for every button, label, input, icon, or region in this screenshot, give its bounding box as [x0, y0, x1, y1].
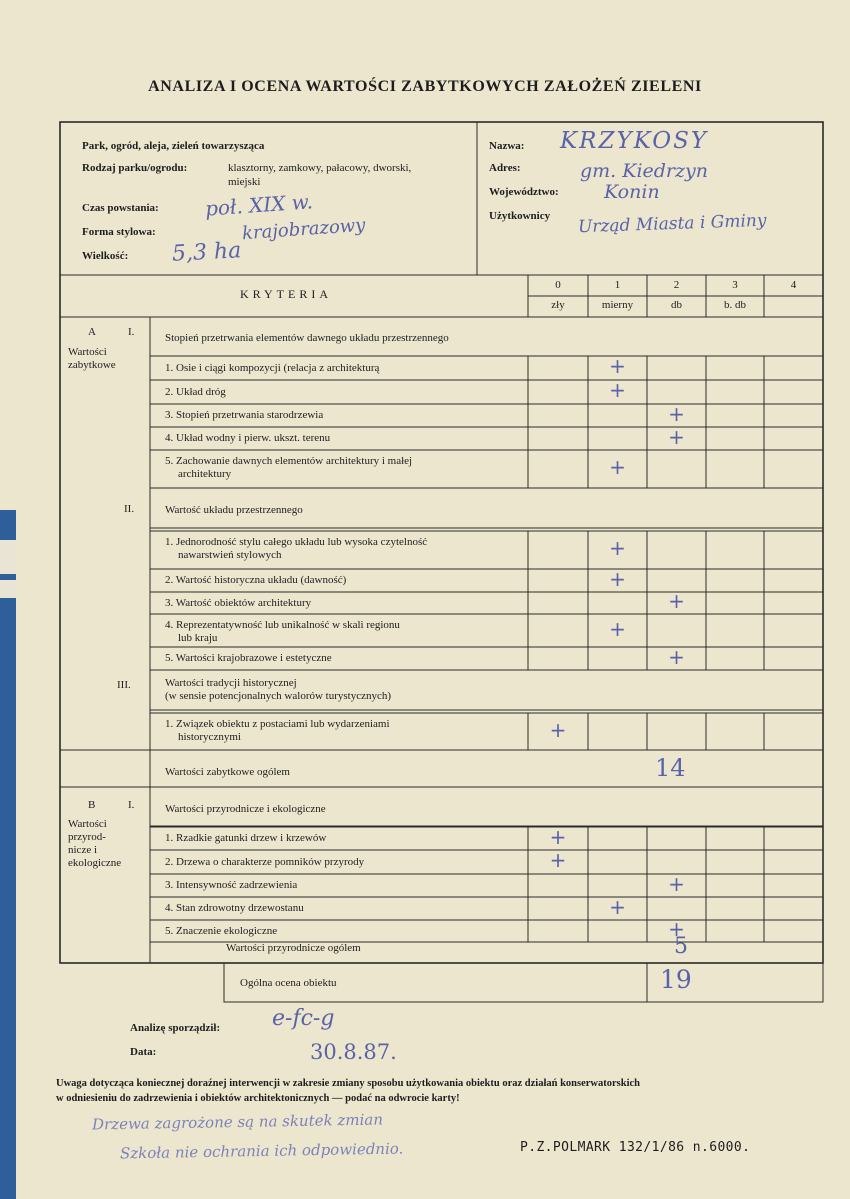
overall-label: Ogólna ocena obiektu	[240, 977, 337, 989]
note-line-2: w odniesieniu do zadrzewienia i obiektów architektonicznych — podać na odwrocie karty!	[56, 1093, 460, 1104]
overall-value: 19	[660, 965, 692, 994]
score-mark: +	[609, 378, 626, 402]
score-mark: +	[609, 894, 626, 919]
rodzaj-options-cont: miejski	[228, 176, 261, 188]
score-mark: +	[549, 848, 567, 872]
section-a-group-3-roman: III.	[117, 679, 131, 691]
note-prefix: Uwaga	[56, 1078, 87, 1089]
criterion-label: 1. Jednorodność stylu całego układu lub wysoka czytelność	[165, 536, 428, 548]
score-mark: +	[668, 644, 685, 669]
score-mark: +	[549, 717, 567, 742]
score-header-0: 0	[555, 279, 561, 291]
criterion-label: 3. Wartość obiektów architektury	[165, 596, 312, 609]
uzytkownicy-label: Użytkownicy	[489, 210, 551, 222]
criterion-label: 4. Stan zdrowotny drzewostanu	[165, 902, 304, 914]
adres-label: Adres:	[489, 162, 521, 174]
criterion-label: 5. Zachowanie dawnych elementów architektury i małej	[165, 455, 413, 467]
section-a-total-label: Wartości zabytkowe ogólem	[165, 766, 290, 778]
section-b-name: Wartości	[68, 818, 107, 830]
criterion-label: 4. Układ wodny i pierw. ukszt. terenu	[165, 432, 331, 444]
group-1-title: Stopień przetrwania elementów dawnego układu przestrzennego	[165, 332, 449, 344]
criterion-label-cont: nawarstwień stylowych	[178, 549, 282, 561]
data-value: 30.8.87.	[310, 1040, 397, 1064]
criterion-label-cont: historycznymi	[178, 731, 241, 743]
czas-label: Czas powstania:	[82, 202, 159, 214]
wojewodztwo-value: Konin	[604, 181, 660, 203]
analize-label: Analizę sporządził:	[130, 1022, 221, 1034]
score-mark: +	[609, 566, 626, 591]
rodzaj-label: Rodzaj parku/ogrodu:	[82, 162, 188, 174]
nazwa-label: Nazwa:	[489, 140, 525, 152]
note-line-1	[56, 1077, 640, 1090]
score-header-3: 3	[732, 279, 738, 291]
criterion-label: 1. Osie i ciągi kompozycji (relacja z architekturą	[165, 361, 380, 374]
grade-header-1: mierny	[601, 299, 634, 311]
score-mark: +	[549, 824, 567, 849]
group-3-title-cont: (w sensie potencjonalnych walorów turystycznych)	[165, 690, 392, 702]
czas-value: poł. XIX w.	[204, 189, 314, 221]
score-header-2: 2	[673, 279, 680, 291]
wielkosc-value: 5,3 ha	[171, 238, 242, 267]
uzytkownicy-value: Urząd Miasta i Gminy	[577, 210, 767, 238]
grade-header-2: db	[671, 299, 682, 311]
section-a-name: Wartości	[68, 346, 107, 358]
score-mark: +	[609, 455, 626, 479]
handwritten-note-1: Drzewa zagrożone są na skutek zmian	[91, 1110, 384, 1134]
group-2-title: Wartość układu przestrzennego	[165, 504, 303, 516]
analize-signature: e-fc-g	[272, 1006, 335, 1031]
criterion-label: 1. Związek obiektu z postaciami lub wydarzeniami	[165, 718, 390, 730]
forma-label: Forma stylowa:	[82, 226, 156, 238]
rodzaj-options: klasztorny, zamkowy, pałacowy, dworski,	[228, 162, 412, 174]
score-mark: +	[668, 589, 685, 613]
section-b-group-title: Wartości przyrodnicze i ekologiczne	[165, 803, 326, 815]
score-mark: +	[668, 424, 685, 449]
criterion-label-cont: architektury	[178, 468, 232, 480]
section-b-name-3: nicze i	[68, 844, 98, 856]
section-a-group-2-roman: II.	[124, 503, 135, 515]
section-a-name-cont: zabytkowe	[68, 359, 116, 371]
section-b-roman: I.	[128, 799, 135, 811]
criterion-label: 2. Układ dróg	[165, 385, 226, 398]
section-b-name-4: ekologiczne	[68, 857, 122, 869]
group-3-title: Wartości tradycji historycznej	[165, 677, 297, 689]
note-line-1-rest: dotycząca koniecznej doraźnej interwencji w zakresie zmiany sposobu użytkowania obiektu oraz działań konserwatorskich	[86, 1078, 640, 1089]
criterion-label-cont: lub kraju	[178, 632, 218, 644]
data-label: Data:	[130, 1046, 157, 1058]
section-a-letter: A	[88, 326, 96, 338]
wielkosc-label: Wielkość:	[82, 250, 129, 262]
section-b-total-value: 5	[674, 934, 688, 959]
kryteria-label: KRYTERIA	[240, 287, 332, 301]
nazwa-value: KRZYKOSY	[560, 128, 709, 154]
score-header-1: 1	[614, 279, 621, 291]
criterion-label: 4. Reprezentatywność lub unikalność w skali regionu	[165, 619, 400, 631]
wojewodztwo-label: Województwo:	[489, 186, 559, 198]
park-label: Park, ogród, aleja, zieleń towarzysząca	[82, 140, 265, 152]
criterion-label: 3. Intensywność zadrzewienia	[165, 879, 298, 891]
criterion-label: 5. Znaczenie ekologiczne	[165, 924, 278, 937]
grade-header-3: b. db	[724, 299, 746, 311]
criterion-label: 2. Wartość historyczna układu (dawność)	[165, 574, 347, 586]
score-mark: +	[668, 871, 685, 896]
score-mark: +	[668, 401, 685, 426]
criterion-label: 3. Stopień przetrwania starodrzewia	[165, 409, 324, 421]
handwritten-note-2: Szkoła nie ochrania ich odpowiednio.	[119, 1139, 404, 1163]
section-a-total-value: 14	[655, 754, 686, 782]
score-mark: +	[609, 354, 626, 378]
criterion-label: 2. Drzewa o charakterze pomników przyrody	[165, 855, 365, 868]
section-a-group-1-roman: I.	[128, 326, 135, 338]
criterion-label: 5. Wartości krajobrazowe i estetyczne	[165, 652, 332, 664]
forma-value: krajobrazowy	[241, 214, 367, 245]
section-b-total-label: Wartości przyrodnicze ogólem	[226, 942, 361, 954]
score-header-4: 4	[790, 279, 797, 291]
printer-imprint: P.Z.POLMARK 132/1/86 n.6000.	[520, 1140, 751, 1155]
score-mark: +	[609, 616, 626, 641]
adres-value: gm. Kiedrzyn	[580, 160, 708, 182]
criterion-label: 1. Rzadkie gatunki drzew i krzewów	[165, 832, 327, 844]
page-title: ANALIZA I OCENA WARTOŚCI ZABYTKOWYCH ZAŁOŻEŃ ZIELENI	[148, 78, 702, 95]
score-mark: +	[668, 917, 685, 941]
score-mark: +	[609, 536, 626, 560]
section-b-letter: B	[88, 799, 96, 811]
section-b-name-2: przyrod-	[68, 831, 106, 843]
grade-header-0: zły	[551, 299, 565, 311]
